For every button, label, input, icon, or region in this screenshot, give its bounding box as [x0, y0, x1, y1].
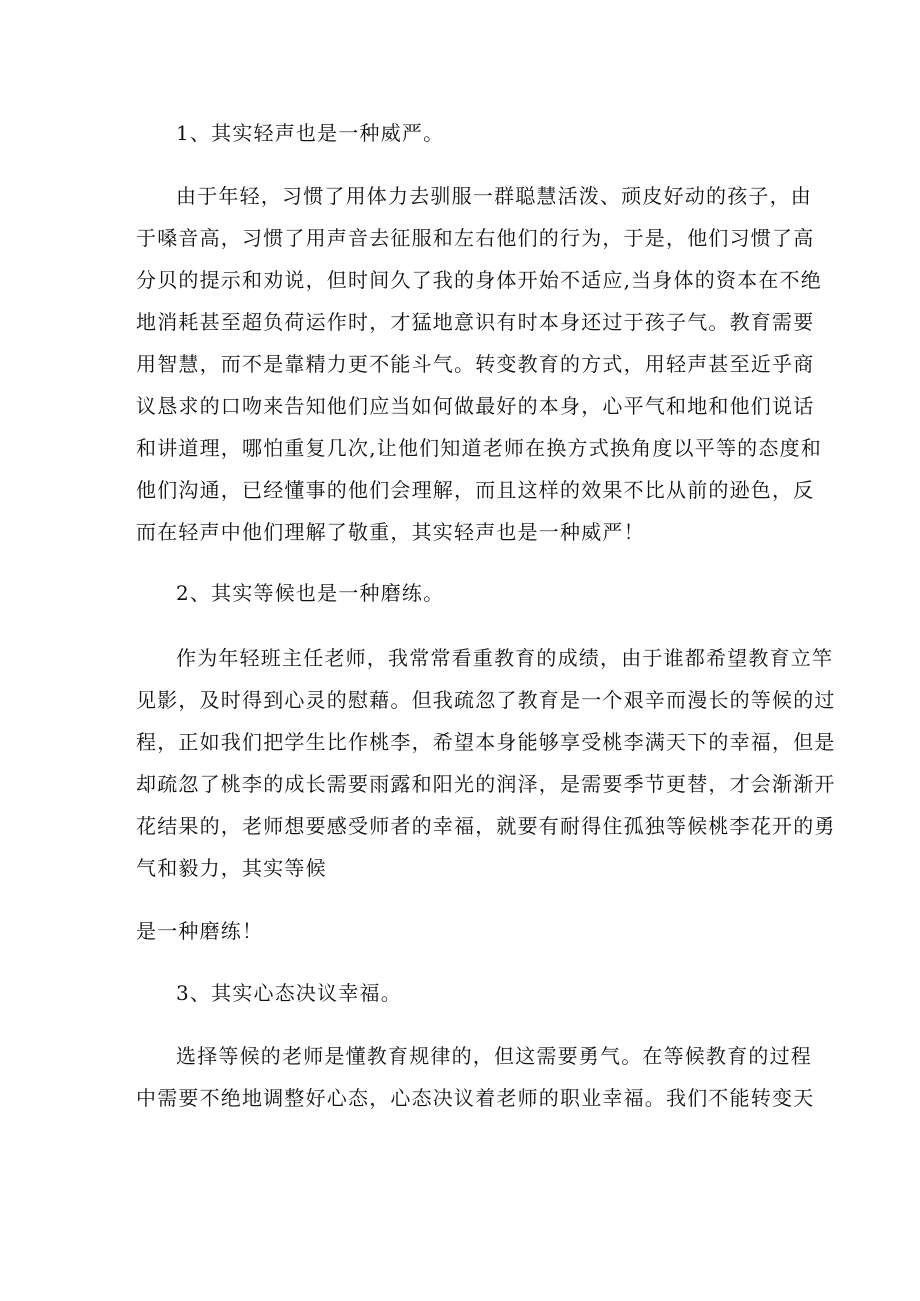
section-2-line-1: 作为年轻班主任老师，我常常看重教育的成绩，由于谁都希望教育立竿	[176, 646, 834, 670]
section-2-line-7: 是一种磨练！	[136, 919, 264, 943]
section-1-line-1: 由于年轻，习惯了用体力去驯服一群聪慧活泼、顽皮好动的孩子，由	[176, 184, 812, 208]
section-2-line-5: 花结果的，老师想要感受师者的幸福，就要有耐得住孤独等候桃李花开的勇	[136, 814, 836, 838]
section-1-line-6: 议恳求的口吻来告知他们应当如何做最好的本身，心平气和地和他们说话	[136, 394, 815, 418]
section-2-heading: 2、其实等候也是一种磨练。	[176, 581, 445, 605]
section-3-line-1: 选择等候的老师是懂教育规律的，但这需要勇气。在等候教育的过程	[176, 1044, 812, 1068]
section-3-heading: 3、其实心态决议幸福。	[176, 981, 402, 1005]
section-3-line-2: 中需要不绝地调整好心态，心态决议着老师的职业幸福。我们不能转变天	[136, 1086, 815, 1110]
section-1-line-7: 和讲道理，哪怕重复几次,让他们知道老师在换方式换角度以平等的态度和	[136, 436, 822, 460]
section-1-line-4: 地消耗甚至超负荷运作时，才猛地意识有时本身还过于孩子气。教育需要	[136, 310, 815, 334]
section-2-line-3: 程，正如我们把学生比作桃李，希望本身能够享受桃李满天下的幸福，但是	[136, 730, 836, 754]
section-1-line-3: 分贝的提示和劝说，但时间久了我的身体开始不适应,当身体的资本在不绝	[136, 268, 822, 292]
section-1-line-8: 他们沟通，已经懂事的他们会理解，而且这样的效果不比从前的逊色，反	[136, 478, 815, 502]
section-2-line-4: 却疏忽了桃李的成长需要雨露和阳光的润泽，是需要季节更替，才会渐渐开	[136, 772, 836, 796]
section-1-heading: 1、其实轻声也是一种威严。	[176, 121, 445, 145]
section-1-line-9: 而在轻声中他们理解了敬重，其实轻声也是一种威严！	[136, 520, 645, 544]
section-2-line-2: 见影，及时得到心灵的慰藉。但我疏忽了教育是一个艰辛而漫长的等候的过	[136, 688, 836, 712]
section-2-line-6: 气和毅力，其实等候	[136, 856, 327, 880]
section-1-line-5: 用智慧，而不是靠精力更不能斗气。转变教育的方式，用轻声甚至近乎商	[136, 352, 815, 376]
section-1-line-2: 于嗓音高，习惯了用声音去征服和左右他们的行为，于是，他们习惯了高	[136, 226, 815, 250]
